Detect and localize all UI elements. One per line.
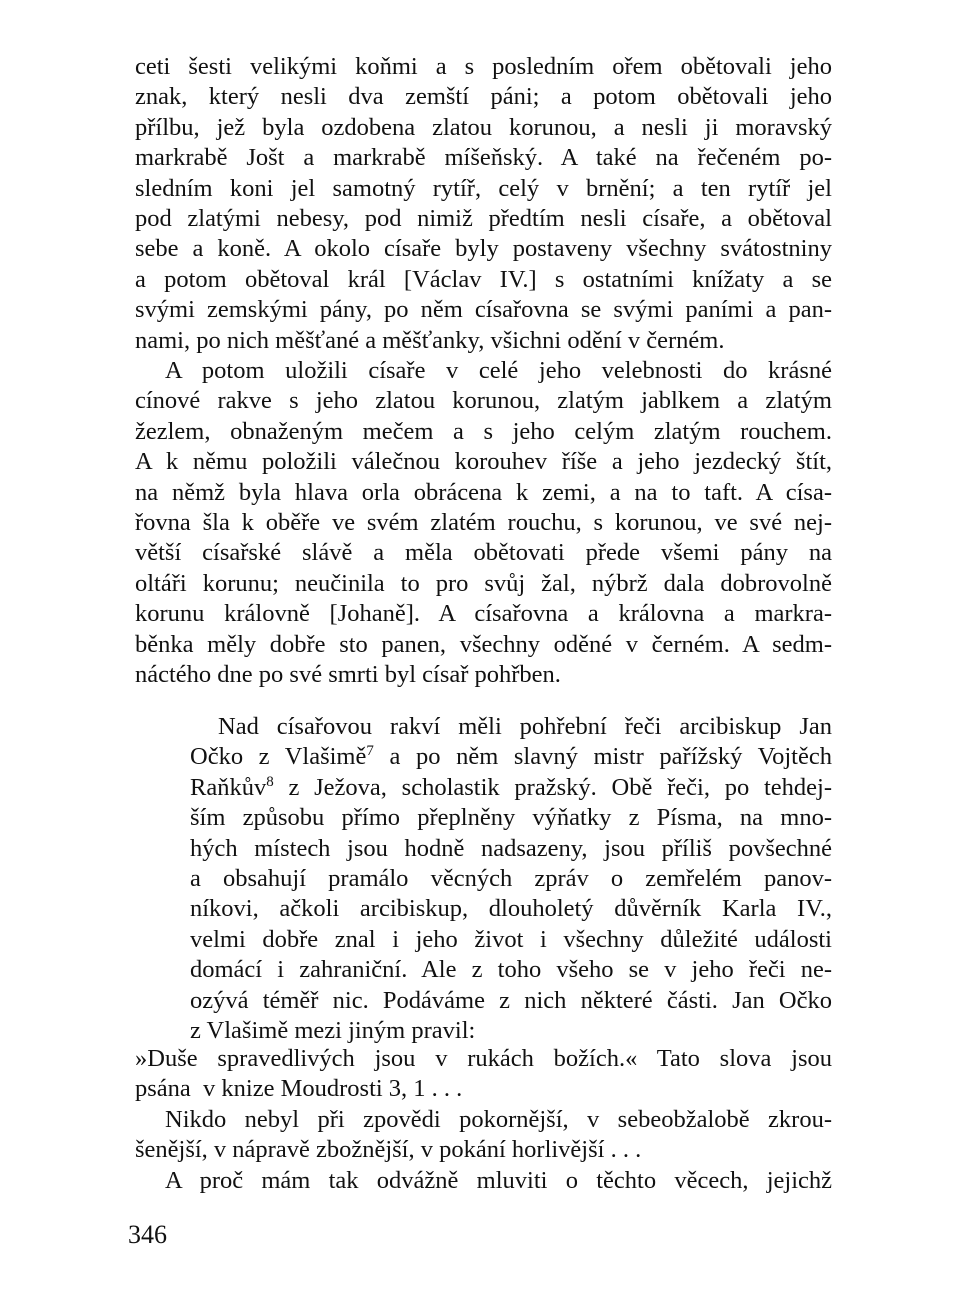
sermon-quote-2 [135, 1105, 832, 1166]
text-segment: z Ježova, scholastik pražský. Obě řeči, po tehdej- [273, 773, 832, 801]
text-line: markrabě Jošt a markrabě míšeňský. A také na řečeném po- [135, 144, 832, 172]
text-line: sledním koni jel samotný rytíř, celý v brnění; a ten rytíř jel [135, 174, 832, 202]
text-line: řovna šla k oběře ve svém zlatém rouchu, s korunou, ve své nej- [135, 509, 832, 537]
text-line: svými zemskými pány, po něm císařovna se svými paními a pan- [135, 296, 832, 324]
text-line: šenější, v nápravě zbožnější, v pokání horlivější . . . [135, 1136, 642, 1164]
text-segment: a po něm slavný mistr pařížský Vojtěch [373, 743, 832, 771]
text-line: sebe a koně. A okolo císaře byly postaveny všechny svátostniny [135, 235, 832, 263]
text-line: A k němu položili válečnou korouhev říše a jeho jezdecký štít, [135, 448, 832, 476]
text-line: Nikdo nebyl při zpovědi pokornější, v sebeobžalobě zkrou- [165, 1106, 832, 1133]
text-line: ším způsobu přímo přeplněny výňatky z Písma, na mno- [190, 804, 832, 832]
text-line: níkovi, ačkoli arcibiskup, dlouholetý důvěrník Karla IV., [190, 895, 832, 923]
text-line: pod zlatými nebesy, pod nimiž předtím nesli císaře, a obětoval [135, 205, 832, 233]
chronicle-paragraph-1 [135, 52, 832, 356]
text-line: přílbu, jež byla ozdobena zlatou korunou, a nesli ji moravský [135, 113, 832, 141]
sermon-quote-3 [135, 1166, 832, 1196]
text-line: A potom uložili císaře v celé jeho velebnosti do krásné [165, 357, 832, 384]
text-line: Nad císařovou rakví měli pohřební řeči arcibiskup Jan [218, 713, 832, 740]
text-line: znak, který nesli dva zemští páni; a potom obětovali jeho [135, 83, 832, 111]
text-line: žezlem, obnaženým mečem a s jeho celým zlatým rouchem. [135, 417, 832, 445]
text-line: nami, po nich měšťané a měšťanky, všichni odění v černém. [135, 326, 725, 354]
text-line: domácí i zahraniční. Ale z toho všeho se v jeho řeči ne- [190, 956, 832, 984]
text-line: a obsahují pramálo věcných zpráv o zemřelém panov- [190, 865, 832, 893]
sermon-quote-1 [135, 1044, 832, 1105]
text-line: na němž byla hlava orla obrácena k zemi, a na to taft. A císa- [135, 478, 832, 506]
text-line [190, 742, 832, 772]
text-line: z Vlašimě mezi jiným pravil: [190, 1017, 476, 1045]
text-line: větší císařské slávě a měla obětovati přede všemi pány na [135, 539, 832, 567]
footnote-marker-8[interactable]: 8 [266, 773, 274, 790]
text-line: oltáři korunu; neučinila to pro svůj žal, nýbrž dala dobrovolně [135, 569, 832, 597]
text-line: velmi dobře znal i jeho život i všechny důležité události [190, 925, 832, 953]
text-line: a potom obětoval král [Václav IV.] s ostatními knížaty a se [135, 265, 832, 293]
editorial-commentary [190, 712, 832, 1046]
text-line: ceti šesti velikými koňmi a s posledním ořem obětovali jeho [135, 53, 832, 80]
text-line [190, 773, 832, 803]
chronicle-paragraph-2 [135, 356, 832, 690]
text-line: »Duše spravedlivých jsou v rukách božích.« Tato slova jsou [135, 1045, 832, 1072]
text-segment: Očko z Vlašimě [190, 743, 367, 771]
text-line: korunu královně [Johaně]. A císařovna a královna a markra- [135, 600, 832, 628]
text-line: A proč mám tak odvážně mluviti o těchto věcech, jejichž [165, 1167, 832, 1194]
text-line: běnka měly dobře sto panen, všechny oděné v černém. A sedm- [135, 630, 832, 658]
text-segment: Raňkův [190, 773, 267, 801]
text-line: cínové rakve s jeho zlatou korunou, zlatým jablkem a zlatým [135, 387, 832, 415]
text-line: hých místech jsou hodně nadsazeny, jsou příliš povšechné [190, 834, 832, 862]
text-line: ozývá téměř nic. Podáváme z nich některé části. Jan Očko [190, 986, 832, 1014]
page-number: 346 [128, 1220, 167, 1249]
text-line: náctého dne po své smrti byl císař pohřben. [135, 661, 561, 689]
text-line: psána v knize Moudrosti 3, 1 . . . [135, 1075, 463, 1103]
footnote-marker-7[interactable]: 7 [366, 743, 374, 760]
